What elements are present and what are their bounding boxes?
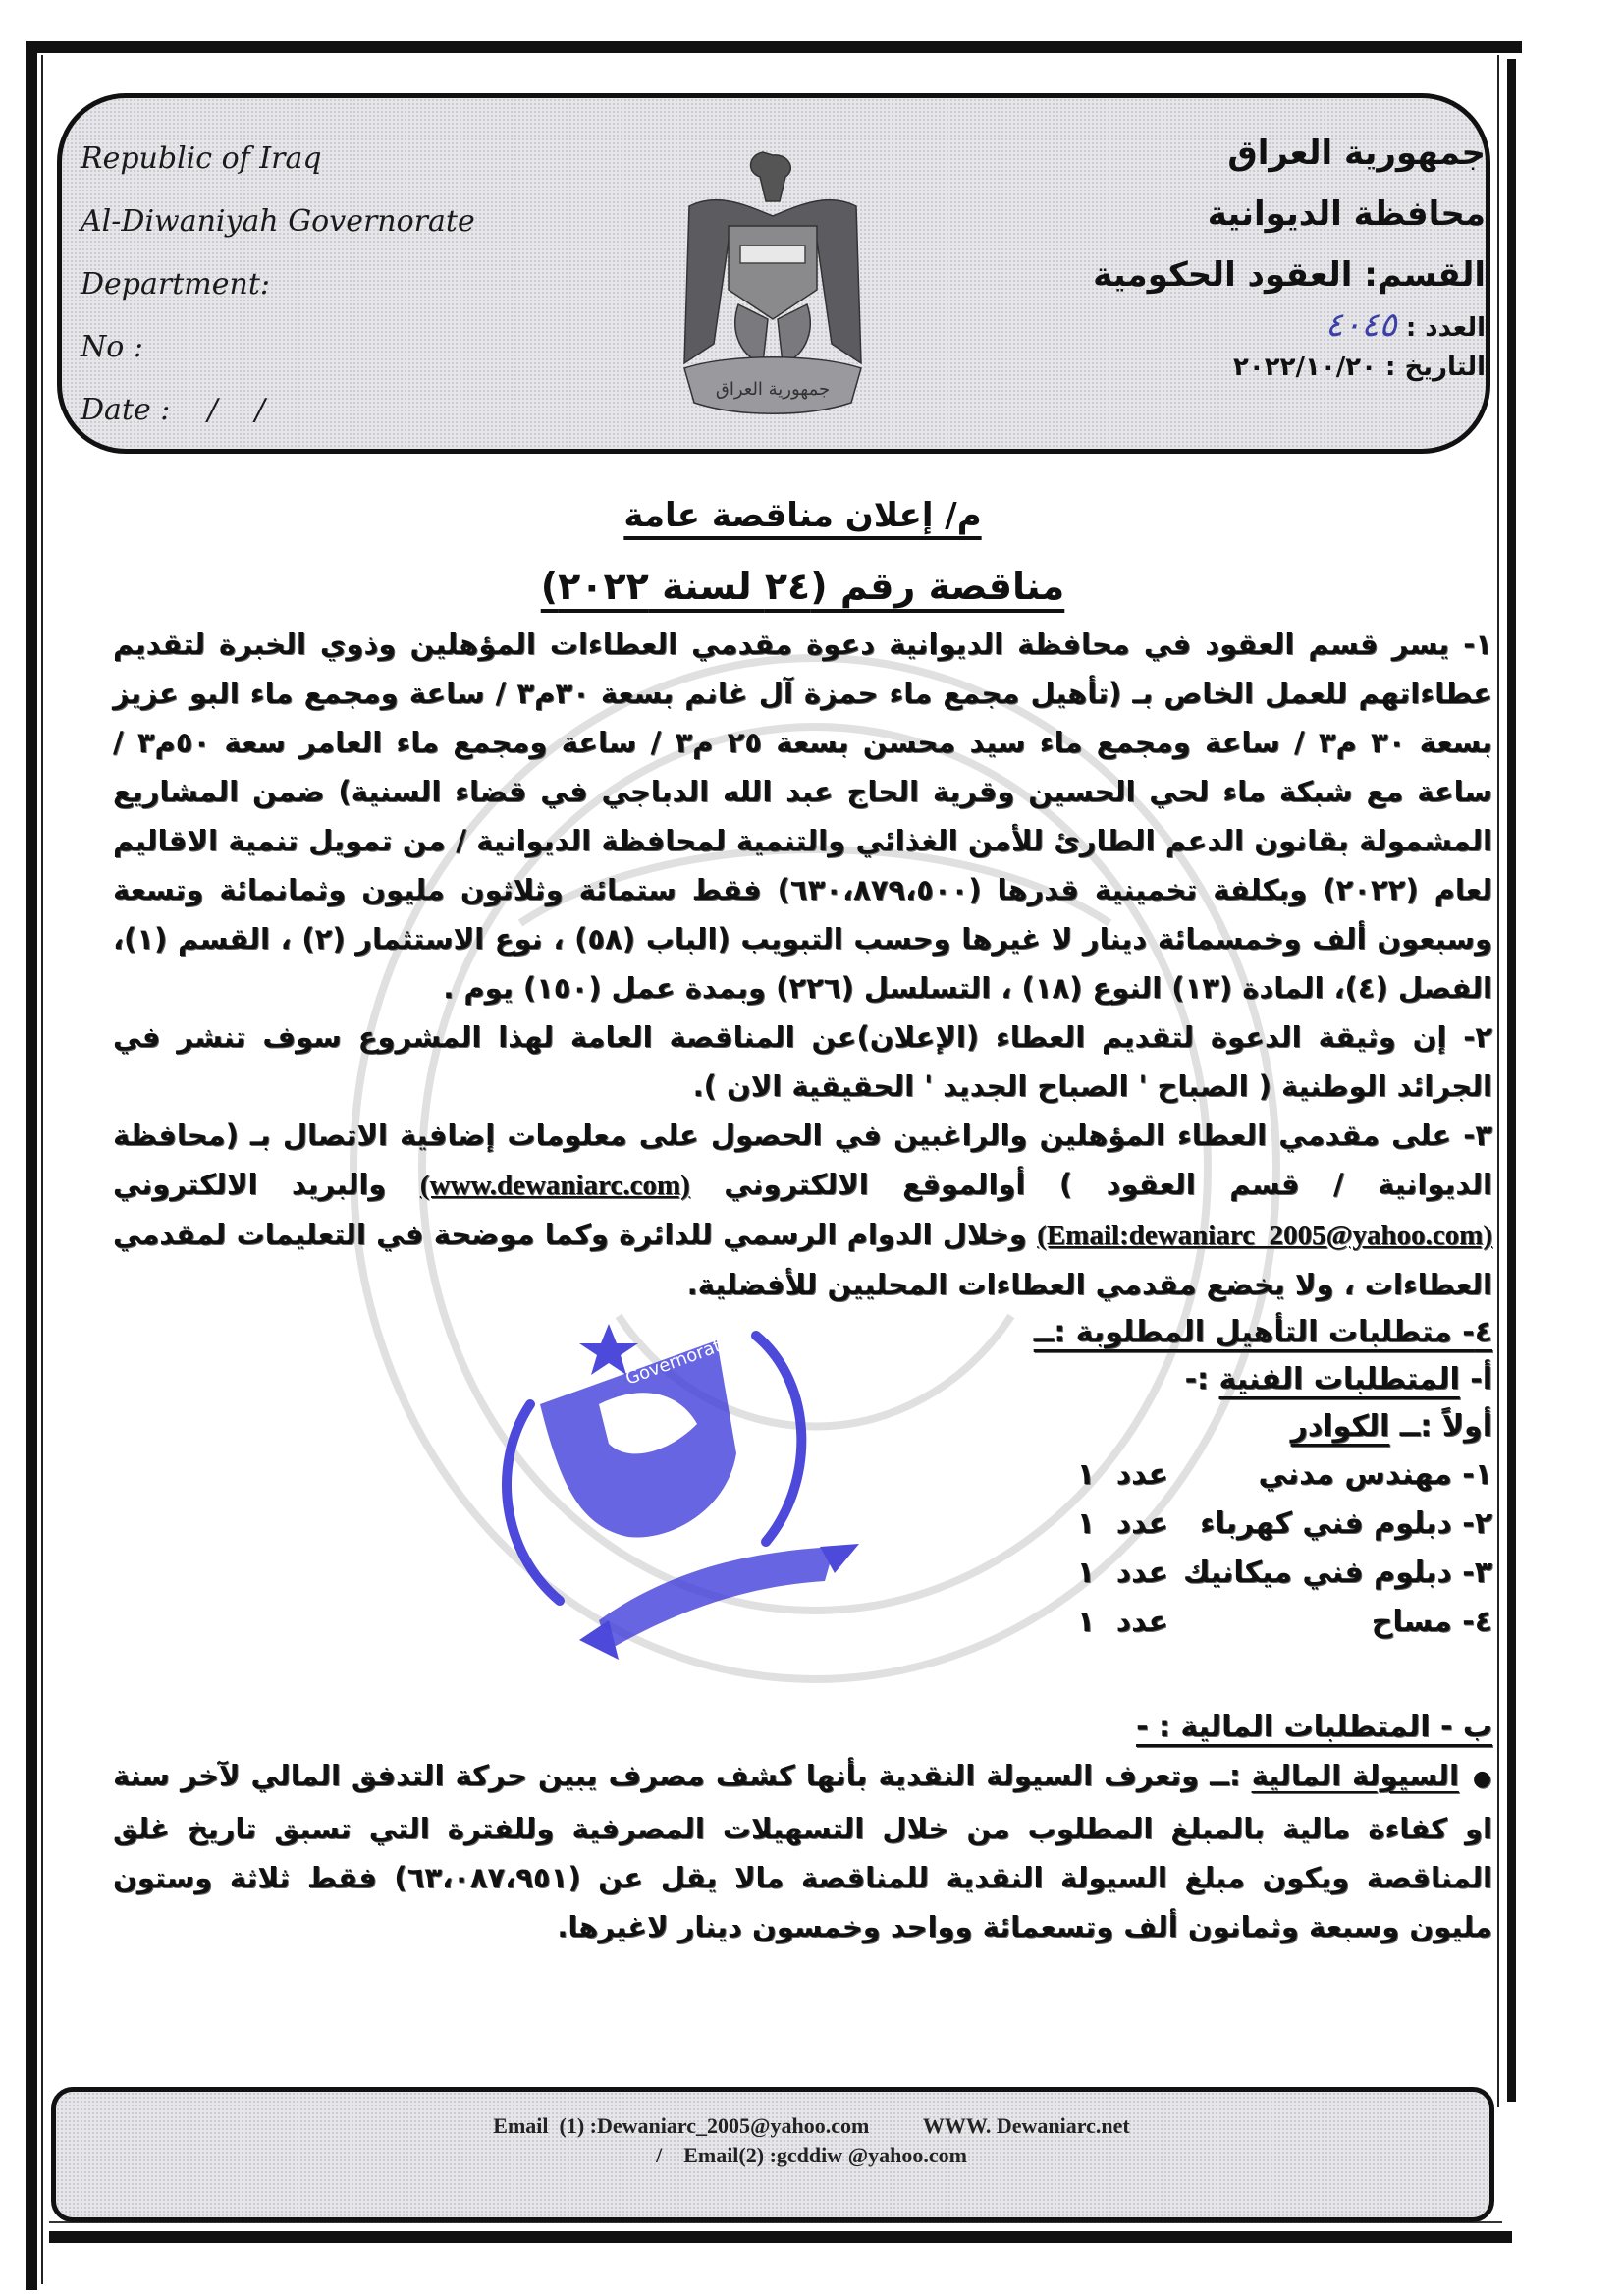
arabic-country: جمهورية العراق <box>1227 134 1486 173</box>
document-body <box>113 496 1492 1951</box>
english-department-label: Department: <box>81 267 270 301</box>
staff-item: ٤- مساح عدد ١ <box>1076 1605 1492 1639</box>
qualification-heading: ٤- متطلبات التأهيل المطلوبة :ــ <box>1033 1315 1492 1349</box>
bullet-icon: ● <box>1472 1767 1493 1791</box>
page-frame-right <box>1507 59 1516 2102</box>
arabic-number-value: ٤٠٤٥ <box>1325 305 1397 345</box>
arabic-number-row <box>1093 305 1486 348</box>
arabic-department: القسم: العقود الحكومية <box>1093 255 1486 295</box>
official-stamp-icon <box>471 1316 884 1669</box>
page-frame-bottom <box>49 2231 1512 2243</box>
staff-item: ٣- دبلوم فني ميكانيك عدد ١ <box>1076 1556 1492 1590</box>
letterhead-arabic <box>1093 123 1486 387</box>
english-country: Republic of Iraq <box>81 141 322 176</box>
page-frame-top <box>29 41 1522 53</box>
arabic-date-value: ٢٠٢٢/١٠/٢٠ <box>1233 353 1377 382</box>
iraq-eagle-emblem-icon <box>670 147 876 432</box>
footer-contact <box>0 2111 1623 2170</box>
staff-item: ٢- دبلوم فني كهرباء عدد ١ <box>1076 1506 1492 1541</box>
english-number-label: No : <box>81 330 143 364</box>
paragraph-3: ٣- على مقدمي العطاء المؤهلين والراغبين في الحصول على معلومات إضافية الاتصال بـ (محافظة الديوانية / قسم العقود ) أوالموقع الالكتروني (www.dewaniarc.com) والبريد الالكتروني (Email:dewaniarc_2005@yahoo.com) وخلال الدوام الرسمي للدائرة وكما موضحة في التعليمات لمقدمي العطاءات ، ولا يخضع مقدمي العطاءات المحليين للأفضلية. <box>113 1119 1492 1301</box>
arabic-date-label: التاريخ : <box>1385 353 1486 382</box>
arabic-date-row <box>1093 348 1486 387</box>
footer-line-2: / Email(2) :gcddiw @yahoo.com <box>656 2143 967 2167</box>
liquidity-paragraph: ●السيولة المالية :ــ وتعرف السيولة النقدية بأنها كشف مصرف يبين حركة التدفق المالي لآخر سنة او كفاءة مالية بالمبلغ المطلوب من خلال التسهيلات المصرفية وللفترة التي تسبق تاريخ غلق المناقصة ويكون مبلغ السيولة النقدية للمناقصة مالا يقل عن (٦٣،٠٨٧،٩٥١) فقط ثلاثة وستون مليون وسبعة وثمانون ألف وتسعمائة وواحد وخمسون دينار لاغيرها. <box>113 1759 1493 1943</box>
arabic-number-label: العدد : <box>1405 313 1486 343</box>
email-link[interactable]: (Email:dewaniarc_2005@yahoo.com) <box>1037 1220 1492 1251</box>
paragraph-1: ١- يسر قسم العقود في محافظة الديوانية دعوة مقدمي العطاءات المؤهلين وذوي الخبرة لتقديم عطاءاتهم للعمل الخاص بـ (تأهيل مجمع ماء حمزة آل غانم بسعة ٣٠م٣ / ساعة ومجمع ماء البو عزيز بسعة ٣٠ م٣ / ساعة ومجمع ماء سيد محسن بسعة ٢٥ م٣ / ساعة ومجمع ماء العامر سعة ٥٠م٣ / ساعة مع شبكة ماء لحي الحسين وقرية الحاج عبد الله الدباجي في قضاء السنية) ضمن المشاريع المشمولة بقانون الدعم الطارئ للأمن الغذائي والتنمية لمحافظة الديوانية / من تمويل تنمية الاقاليم لعام (٢٠٢٢) وبكلفة تخمينية قدرها (٦٣٠،٨٧٩،٥٠٠) فقط ستمائة وثلاثون مليون وثمانمائة وتسعة وسبعون ألف وخمسمائة دينار لا غيرها وحسب التبويب (الباب (٥٨) ، نوع الاستثمار (٢) ، القسم (١)، الفصل (٤)، المادة (١٣) النوع (١٨) ، التسلسل (٢٢٦) وبمدة عمل (١٥٠) يوم . <box>113 628 1493 1005</box>
staff-item: ١- مهندس مدني عدد ١ <box>1076 1457 1492 1492</box>
project-description: (تأهيل مجمع ماء حمزة آل غانم بسعة ٣٠م٣ / ساعة ومجمع ماء البو عزيز بسعة ٣٠ م٣ / ساعة ومجمع ماء سيد محسن بسعة ٢٥ م٣ / ساعة ومجمع ماء العامر سعة ٥٠م٣ / ساعة مع شبكة ماء لحي الحسين وقرية الحاج عبد الله الدباجي في قضاء السنية) <box>113 677 1492 808</box>
footer-line-1: Email (1) :Dewaniarc_2005@yahoo.com WWW. Dewaniarc.net <box>493 2113 1130 2138</box>
arabic-governorate: محافظة الديوانية <box>1207 194 1486 234</box>
financial-heading: ب - المتطلبات المالية : - <box>1136 1710 1492 1744</box>
staff-heading: أولاً :ــ الكوادر <box>1290 1409 1492 1444</box>
website-link[interactable]: (www.dewaniarc.com) <box>419 1170 690 1201</box>
emblem-caption: جمهورية العراق <box>715 379 831 400</box>
letterhead-english <box>81 128 475 442</box>
technical-heading: أ- المتطلبات الفنية :- <box>1184 1362 1492 1396</box>
page-frame-left-inner <box>41 55 43 2284</box>
english-date-label: Date : / / <box>81 393 265 427</box>
announcement-title: م/ إعلان مناقصة عامة <box>623 496 982 535</box>
liquidity-label: السيولة المالية <box>1251 1759 1459 1792</box>
stamp-text: Governorate <box>622 1332 734 1390</box>
page-frame-right-inner <box>1497 55 1499 2107</box>
page-frame-left <box>26 41 37 2290</box>
tender-number: مناقصة رقم (٢٤ لسنة ٢٠٢٢) <box>540 565 1065 608</box>
paragraph-2: ٢- إن وثيقة الدعوة لتقديم العطاء (الإعلان)عن المناقصة العامة لهذا المشروع سوف تنشر في الجرائد الوطنية ( الصباح ' الصباح الجديد ' الحقيقية الان ). <box>113 1020 1492 1103</box>
english-governorate: Al-Diwaniyah Governorate <box>81 204 475 239</box>
newspapers: ( الصباح ' الصباح الجديد ' الحقيقية الان ). <box>692 1069 1271 1103</box>
